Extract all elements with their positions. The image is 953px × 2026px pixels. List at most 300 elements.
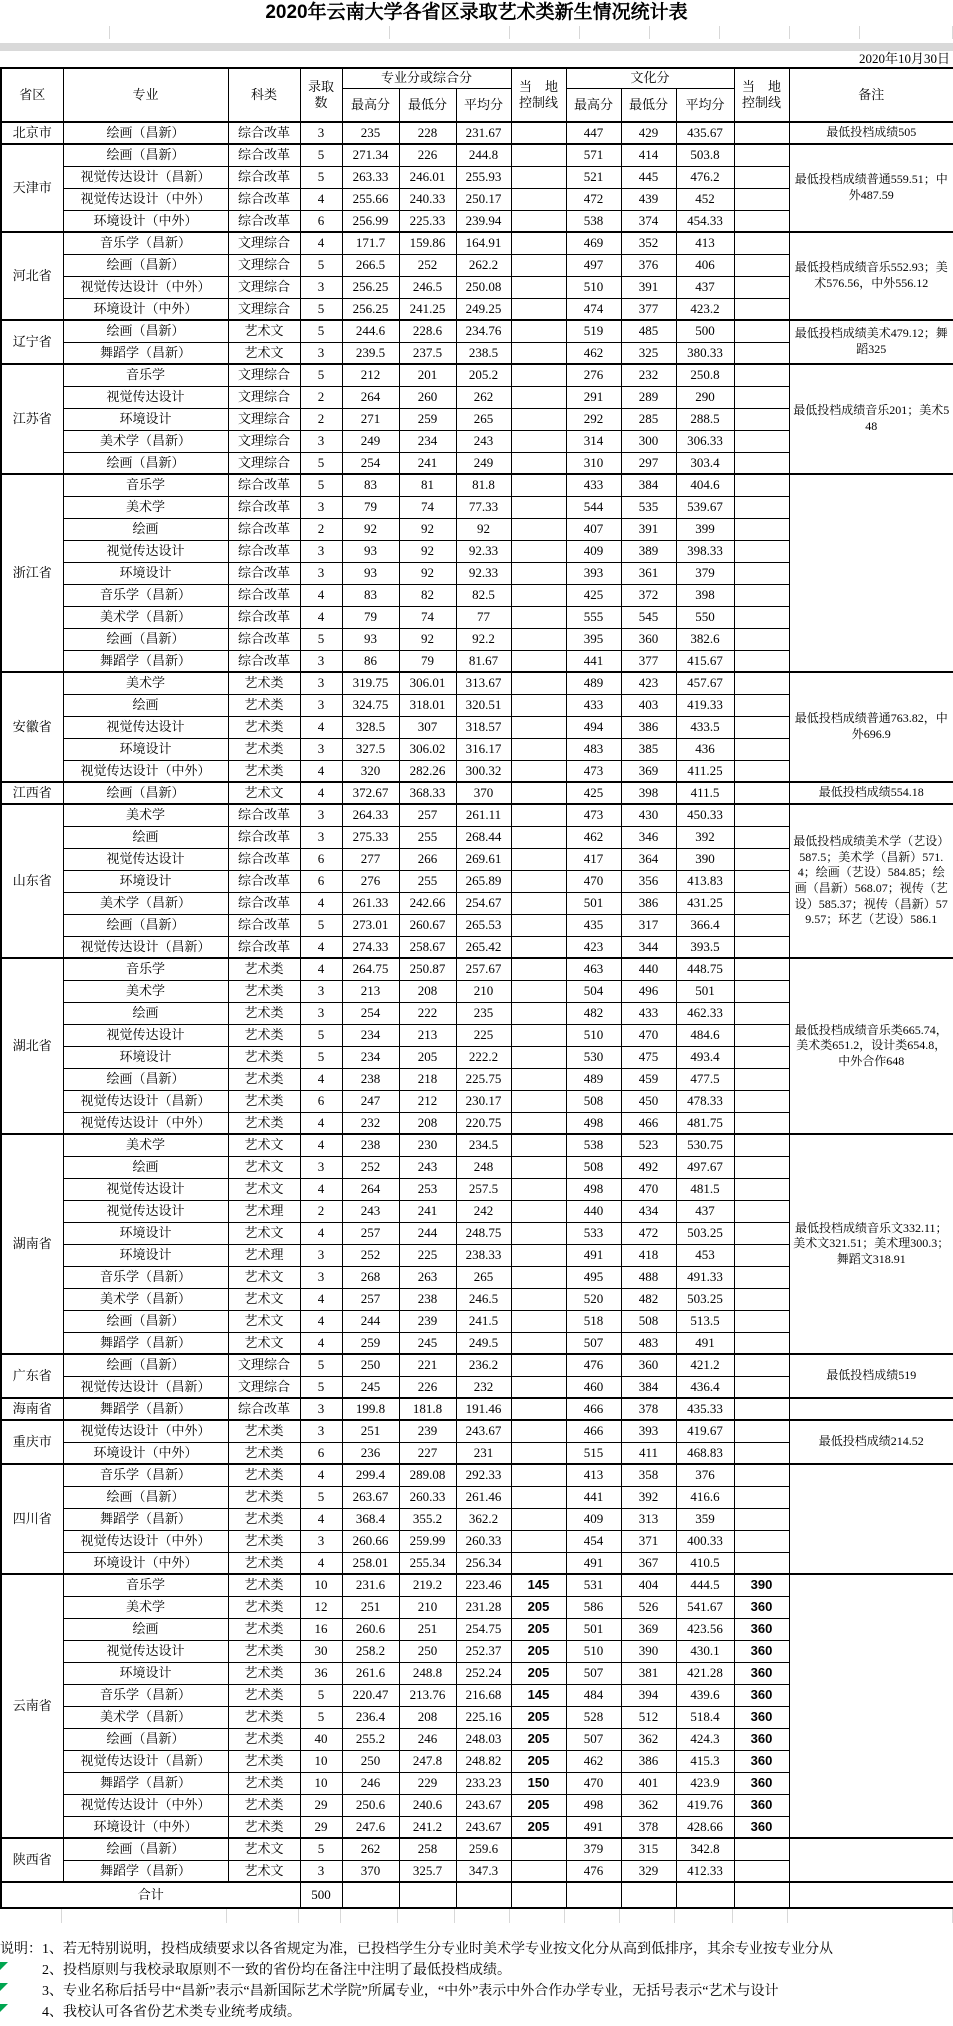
cell-prof-min: 258.67 <box>399 936 456 958</box>
cell-cult-ctl: 360 <box>734 1662 789 1684</box>
cell-prof-max: 79 <box>342 606 399 628</box>
cell-cult-avg: 382.6 <box>676 628 734 650</box>
cell-count: 4 <box>300 1178 342 1200</box>
cell-major: 视觉传达设计（昌新） <box>63 1090 228 1112</box>
cell-prof-avg: 234.5 <box>456 1134 511 1156</box>
cell-cult-avg: 411.25 <box>676 760 734 782</box>
cell-cult-ctl <box>734 232 789 254</box>
cell-count: 4 <box>300 232 342 254</box>
cell-cult-ctl <box>734 936 789 958</box>
cell-prof-ctl <box>511 760 566 782</box>
cell-cult-min: 386 <box>621 1750 676 1772</box>
cell-cult-avg: 288.5 <box>676 408 734 430</box>
cell-cult-ctl <box>734 1354 789 1376</box>
cell-remark: 最低投档成绩554.18 <box>789 782 953 804</box>
cell-cult-max: 472 <box>566 188 621 210</box>
cell-cult-ctl <box>734 694 789 716</box>
cell-prof-max: 260.66 <box>342 1530 399 1552</box>
cell-cult-ctl: 360 <box>734 1728 789 1750</box>
cell-category: 艺术类 <box>228 1002 300 1024</box>
cell-cult-avg: 491 <box>676 1332 734 1354</box>
cell-major: 美术学 <box>63 1134 228 1156</box>
cell-prof-avg: 241.5 <box>456 1310 511 1332</box>
cell-cult-max: 507 <box>566 1332 621 1354</box>
cell-cult-avg: 421.28 <box>676 1662 734 1684</box>
table-row <box>1 144 953 166</box>
cell-remark: 最低投档成绩音乐552.93；美术576.56，中外556.12 <box>789 232 953 320</box>
cell-prof-max: 252 <box>342 1244 399 1266</box>
cell-count: 5 <box>300 1684 342 1706</box>
cell-prof-min: 92 <box>399 518 456 540</box>
cell-prof-avg: 252.24 <box>456 1662 511 1684</box>
cell-count: 30 <box>300 1640 342 1662</box>
cell-count: 5 <box>300 474 342 496</box>
cell-prof-min: 246.5 <box>399 276 456 298</box>
cell-cult-min: 361 <box>621 562 676 584</box>
cell-prof-avg: 236.2 <box>456 1354 511 1376</box>
cell-prof-max: 255.66 <box>342 188 399 210</box>
cell-prof-ctl <box>511 1156 566 1178</box>
cell-cult-ctl <box>734 1530 789 1552</box>
cell-prof-min: 260.67 <box>399 914 456 936</box>
cell-cult-min: 386 <box>621 892 676 914</box>
cell-cult-max: 508 <box>566 1090 621 1112</box>
cell-cult-min: 374 <box>621 210 676 232</box>
cell-major: 视觉传达设计（中外） <box>63 1530 228 1552</box>
cell-count: 3 <box>300 122 342 144</box>
cell-cult-max: 483 <box>566 738 621 760</box>
cell-category: 综合改革 <box>228 122 300 144</box>
cell-major: 绘画（昌新） <box>63 1310 228 1332</box>
cell-count: 3 <box>300 1002 342 1024</box>
cell-category: 综合改革 <box>228 584 300 606</box>
cell-prof-ctl <box>511 1288 566 1310</box>
cell-cult-min: 384 <box>621 1376 676 1398</box>
cell-category: 综合改革 <box>228 166 300 188</box>
cell-category: 艺术类 <box>228 738 300 760</box>
cell-count: 2 <box>300 518 342 540</box>
cell-count: 3 <box>300 1530 342 1552</box>
cell-remark: 最低投档成绩音乐类665.74，美术类651.2，设计类654.8，中外合作648 <box>789 958 953 1134</box>
cell-prof-avg: 347.3 <box>456 1860 511 1882</box>
cell-prof-max: 250 <box>342 1354 399 1376</box>
cell-prof-max: 93 <box>342 628 399 650</box>
cell-major: 绘画 <box>63 518 228 540</box>
cell-category: 艺术类 <box>228 1816 300 1838</box>
cell-cult-min: 358 <box>621 1464 676 1486</box>
cell-category: 艺术类 <box>228 1508 300 1530</box>
cell-category: 艺术文 <box>228 1332 300 1354</box>
cell-major: 视觉传达设计（昌新） <box>63 1376 228 1398</box>
cell-prof-max: 273.01 <box>342 914 399 936</box>
cell-major: 视觉传达设计（昌新） <box>63 1750 228 1772</box>
cell-cult-avg: 501 <box>676 980 734 1002</box>
cell-major: 音乐学 <box>63 1574 228 1596</box>
cell-prof-max: 236.4 <box>342 1706 399 1728</box>
cell-cult-max: 497 <box>566 254 621 276</box>
cell-cult-min: 377 <box>621 298 676 320</box>
cell-prof-avg: 231 <box>456 1442 511 1464</box>
cell-cult-avg: 462.33 <box>676 1002 734 1024</box>
cell-category: 文理综合 <box>228 408 300 430</box>
cell-major: 环境设计（中外） <box>63 1442 228 1464</box>
note-line-1: 说明：1、若无特别说明，投档成绩要求以各省规定为准，已投档学生分专业时美术学专业按文化分从高到低排序，其余专业按专业分从 <box>0 1942 833 1957</box>
cell-count: 29 <box>300 1816 342 1838</box>
cell-category: 文理综合 <box>228 430 300 452</box>
cell-cult-ctl <box>734 364 789 386</box>
cell-prof-ctl <box>511 188 566 210</box>
cell-cult-ctl <box>734 958 789 980</box>
cell-prof-max: 264.75 <box>342 958 399 980</box>
cell-prof-max: 263.33 <box>342 166 399 188</box>
cell-major: 绘画（昌新） <box>63 122 228 144</box>
cell-province: 广东省 <box>1 1354 63 1398</box>
cell-cult-max: 462 <box>566 1750 621 1772</box>
cell-cult-max: 521 <box>566 166 621 188</box>
cell-major: 绘画（昌新） <box>63 914 228 936</box>
cell-prof-max: 252 <box>342 1156 399 1178</box>
cell-cult-avg: 503.25 <box>676 1222 734 1244</box>
cell-count: 3 <box>300 496 342 518</box>
cell-prof-min: 208 <box>399 1706 456 1728</box>
cell-major: 绘画 <box>63 1618 228 1640</box>
cell-cult-avg: 423.2 <box>676 298 734 320</box>
cell-prof-min: 241 <box>399 452 456 474</box>
cell-major: 绘画（昌新） <box>63 254 228 276</box>
cell-prof-avg: 234.76 <box>456 320 511 342</box>
cell-category: 艺术文 <box>228 1288 300 1310</box>
cell-prof-max: 250 <box>342 1750 399 1772</box>
cell-cult-max: 393 <box>566 562 621 584</box>
header-province: 省区 <box>1 68 63 122</box>
cell-prof-max: 247 <box>342 1090 399 1112</box>
cell-remark <box>789 1464 953 1574</box>
cell-category: 综合改革 <box>228 188 300 210</box>
cell-cult-avg: 436.4 <box>676 1376 734 1398</box>
cell-cult-min: 289 <box>621 386 676 408</box>
cell-category: 艺术文 <box>228 342 300 364</box>
cell-count: 4 <box>300 1332 342 1354</box>
cell-prof-avg: 246.5 <box>456 1288 511 1310</box>
cell-cult-min: 381 <box>621 1662 676 1684</box>
total-empty-cell <box>789 1882 953 1908</box>
table-row <box>1 1574 953 1596</box>
cell-category: 文理综合 <box>228 1376 300 1398</box>
total-empty-cell <box>566 1882 621 1908</box>
cell-cult-avg: 410.5 <box>676 1552 734 1574</box>
cell-cult-avg: 518.4 <box>676 1706 734 1728</box>
cell-prof-ctl <box>511 1838 566 1860</box>
cell-cult-avg: 400.33 <box>676 1530 734 1552</box>
cell-cult-ctl <box>734 1112 789 1134</box>
cell-prof-ctl <box>511 1024 566 1046</box>
cell-cult-avg: 468.83 <box>676 1442 734 1464</box>
cell-prof-min: 259 <box>399 408 456 430</box>
cell-cult-avg: 436 <box>676 738 734 760</box>
cell-prof-max: 324.75 <box>342 694 399 716</box>
cell-category: 综合改革 <box>228 474 300 496</box>
cell-prof-min: 242.66 <box>399 892 456 914</box>
cell-prof-avg: 92.33 <box>456 540 511 562</box>
cell-cult-ctl <box>734 408 789 430</box>
cell-prof-avg: 370 <box>456 782 511 804</box>
cell-cult-min: 450 <box>621 1090 676 1112</box>
cell-cult-max: 441 <box>566 650 621 672</box>
cell-category: 综合改革 <box>228 562 300 584</box>
cell-major: 环境设计 <box>63 870 228 892</box>
cell-category: 艺术理 <box>228 1244 300 1266</box>
cell-category: 综合改革 <box>228 870 300 892</box>
cell-count: 4 <box>300 1310 342 1332</box>
cell-count: 3 <box>300 826 342 848</box>
cell-prof-ctl <box>511 892 566 914</box>
cell-prof-ctl <box>511 782 566 804</box>
cell-prof-min: 260.33 <box>399 1486 456 1508</box>
cell-cult-min: 285 <box>621 408 676 430</box>
cell-major: 音乐学 <box>63 474 228 496</box>
cell-cult-max: 473 <box>566 760 621 782</box>
cell-prof-max: 234 <box>342 1046 399 1068</box>
cell-cult-min: 523 <box>621 1134 676 1156</box>
cell-cult-max: 476 <box>566 1354 621 1376</box>
cell-count: 36 <box>300 1662 342 1684</box>
cell-prof-max: 212 <box>342 364 399 386</box>
cell-prof-avg: 81.8 <box>456 474 511 496</box>
cell-cult-avg: 406 <box>676 254 734 276</box>
cell-prof-ctl <box>511 452 566 474</box>
cell-prof-ctl: 205 <box>511 1662 566 1684</box>
cell-category: 艺术文 <box>228 1860 300 1882</box>
cell-prof-ctl: 145 <box>511 1684 566 1706</box>
cell-prof-max: 244 <box>342 1310 399 1332</box>
cell-count: 5 <box>300 1046 342 1068</box>
cell-major: 环境设计 <box>63 562 228 584</box>
cell-major: 音乐学（昌新） <box>63 584 228 606</box>
cell-prof-avg: 254.67 <box>456 892 511 914</box>
cell-cult-ctl <box>734 606 789 628</box>
cell-cult-max: 417 <box>566 848 621 870</box>
cell-cult-ctl <box>734 1156 789 1178</box>
cell-cult-ctl <box>734 1838 789 1860</box>
cell-cult-max: 454 <box>566 1530 621 1552</box>
cell-prof-min: 252 <box>399 254 456 276</box>
cell-category: 艺术类 <box>228 716 300 738</box>
header-group-culture: 文化分 <box>566 68 734 88</box>
cell-cult-min: 384 <box>621 474 676 496</box>
cell-category: 综合改革 <box>228 144 300 166</box>
cell-category: 文理综合 <box>228 254 300 276</box>
cell-province: 北京市 <box>1 122 63 144</box>
cell-prof-max: 256.25 <box>342 298 399 320</box>
cell-prof-ctl <box>511 1090 566 1112</box>
cell-province: 辽宁省 <box>1 320 63 364</box>
cell-cult-max: 544 <box>566 496 621 518</box>
cell-prof-max: 251 <box>342 1420 399 1442</box>
cell-cult-avg: 419.67 <box>676 1420 734 1442</box>
cell-cult-ctl <box>734 672 789 694</box>
cell-prof-max: 256.99 <box>342 210 399 232</box>
cell-major: 绘画 <box>63 826 228 848</box>
cell-prof-ctl <box>511 430 566 452</box>
cell-category: 艺术类 <box>228 1486 300 1508</box>
cell-count: 5 <box>300 144 342 166</box>
cell-count: 2 <box>300 1200 342 1222</box>
table-row <box>1 1398 953 1420</box>
cell-cult-max: 469 <box>566 232 621 254</box>
cell-prof-min: 201 <box>399 364 456 386</box>
cell-count: 3 <box>300 1244 342 1266</box>
cell-prof-avg: 249.25 <box>456 298 511 320</box>
cell-category: 艺术类 <box>228 1024 300 1046</box>
cell-major: 美术学 <box>63 980 228 1002</box>
cell-prof-avg: 238.5 <box>456 342 511 364</box>
cell-cult-max: 482 <box>566 1002 621 1024</box>
cell-prof-max: 256.25 <box>342 276 399 298</box>
table-row <box>1 1838 953 1860</box>
cell-prof-max: 93 <box>342 540 399 562</box>
cell-count: 4 <box>300 1552 342 1574</box>
cell-major: 舞蹈学（昌新） <box>63 1860 228 1882</box>
cell-prof-min: 258 <box>399 1838 456 1860</box>
cell-cult-max: 474 <box>566 298 621 320</box>
cell-prof-ctl <box>511 1376 566 1398</box>
cell-prof-max: 251 <box>342 1596 399 1618</box>
cell-prof-avg: 255.93 <box>456 166 511 188</box>
cell-prof-avg: 362.2 <box>456 1508 511 1530</box>
cell-remark: 最低投档成绩普通559.51；中外487.59 <box>789 144 953 232</box>
cell-prof-ctl <box>511 232 566 254</box>
cell-count: 4 <box>300 1464 342 1486</box>
cell-prof-ctl: 205 <box>511 1816 566 1838</box>
cell-prof-ctl <box>511 1222 566 1244</box>
cell-count: 4 <box>300 958 342 980</box>
cell-category: 艺术理 <box>228 1200 300 1222</box>
table-row <box>1 1134 953 1156</box>
cell-cult-avg: 423.9 <box>676 1772 734 1794</box>
header-count: 录取数 <box>300 68 342 122</box>
cell-category: 综合改革 <box>228 540 300 562</box>
cell-prof-max: 244.6 <box>342 320 399 342</box>
cell-prof-min: 208 <box>399 980 456 1002</box>
cell-cult-max: 433 <box>566 694 621 716</box>
cell-prof-avg: 233.23 <box>456 1772 511 1794</box>
cell-count: 5 <box>300 1354 342 1376</box>
cell-category: 艺术类 <box>228 1750 300 1772</box>
cell-prof-avg: 260.33 <box>456 1530 511 1552</box>
cell-category: 艺术文 <box>228 1310 300 1332</box>
cell-category: 综合改革 <box>228 804 300 826</box>
cell-category: 文理综合 <box>228 298 300 320</box>
cell-cult-ctl <box>734 386 789 408</box>
cell-province: 云南省 <box>1 1574 63 1838</box>
cell-prof-avg: 249.5 <box>456 1332 511 1354</box>
cell-prof-ctl <box>511 672 566 694</box>
cell-prof-max: 257 <box>342 1222 399 1244</box>
cell-cult-avg: 250.8 <box>676 364 734 386</box>
total-row <box>1 1882 953 1908</box>
cell-major: 视觉传达设计（中外） <box>63 1112 228 1134</box>
cell-prof-avg: 191.46 <box>456 1398 511 1420</box>
cell-cult-ctl <box>734 540 789 562</box>
cell-cult-max: 530 <box>566 1046 621 1068</box>
cell-major: 视觉传达设计（中外） <box>63 276 228 298</box>
cell-count: 5 <box>300 1838 342 1860</box>
cell-category: 艺术类 <box>228 1574 300 1596</box>
cell-prof-min: 368.33 <box>399 782 456 804</box>
stats-table <box>0 67 953 1909</box>
cell-count: 4 <box>300 1508 342 1530</box>
cell-major: 音乐学（昌新） <box>63 1266 228 1288</box>
cell-cult-avg: 342.8 <box>676 1838 734 1860</box>
cell-category: 综合改革 <box>228 628 300 650</box>
cell-prof-max: 83 <box>342 584 399 606</box>
cell-category: 综合改革 <box>228 650 300 672</box>
cell-cult-ctl <box>734 826 789 848</box>
cell-prof-max: 231.6 <box>342 1574 399 1596</box>
cell-cult-min: 434 <box>621 1200 676 1222</box>
cell-remark: 最低投档成绩505 <box>789 122 953 144</box>
cell-category: 艺术类 <box>228 958 300 980</box>
cell-prof-max: 262 <box>342 1838 399 1860</box>
cell-province: 浙江省 <box>1 474 63 672</box>
cell-prof-max: 239.5 <box>342 342 399 364</box>
cell-category: 文理综合 <box>228 232 300 254</box>
cell-cult-ctl: 360 <box>734 1816 789 1838</box>
cell-prof-avg: 243.67 <box>456 1794 511 1816</box>
cell-count: 2 <box>300 386 342 408</box>
cell-prof-min: 241.25 <box>399 298 456 320</box>
cell-cult-max: 501 <box>566 1618 621 1640</box>
cell-prof-avg: 81.67 <box>456 650 511 672</box>
cell-cult-max: 314 <box>566 430 621 452</box>
cell-category: 综合改革 <box>228 936 300 958</box>
cell-cult-avg: 452 <box>676 188 734 210</box>
cell-prof-max: 246 <box>342 1772 399 1794</box>
cell-cult-max: 495 <box>566 1266 621 1288</box>
cell-prof-ctl: 205 <box>511 1706 566 1728</box>
cell-prof-ctl <box>511 606 566 628</box>
cell-major: 视觉传达设计（中外） <box>63 1794 228 1816</box>
cell-cult-max: 498 <box>566 1794 621 1816</box>
cell-count: 40 <box>300 1728 342 1750</box>
cell-cult-ctl <box>734 1288 789 1310</box>
cell-prof-min: 227 <box>399 1442 456 1464</box>
cell-cult-avg: 478.33 <box>676 1090 734 1112</box>
cell-cult-avg: 415.3 <box>676 1750 734 1772</box>
cell-prof-max: 271 <box>342 408 399 430</box>
cell-cult-ctl <box>734 1244 789 1266</box>
cell-cult-min: 439 <box>621 188 676 210</box>
cell-cult-max: 291 <box>566 386 621 408</box>
cell-cult-avg: 497.67 <box>676 1156 734 1178</box>
table-body <box>1 122 953 1908</box>
cell-cult-max: 510 <box>566 1640 621 1662</box>
cell-prof-max: 259 <box>342 1332 399 1354</box>
cell-count: 4 <box>300 1288 342 1310</box>
cell-cult-max: 498 <box>566 1178 621 1200</box>
cell-prof-min: 246.01 <box>399 166 456 188</box>
cell-prof-ctl <box>511 1046 566 1068</box>
cell-count: 5 <box>300 452 342 474</box>
cell-cult-min: 429 <box>621 122 676 144</box>
cell-prof-avg: 300.32 <box>456 760 511 782</box>
cell-prof-ctl: 205 <box>511 1728 566 1750</box>
cell-prof-avg: 248.82 <box>456 1750 511 1772</box>
cell-major: 环境设计 <box>63 408 228 430</box>
cell-count: 4 <box>300 1222 342 1244</box>
cell-cult-ctl <box>734 1200 789 1222</box>
cell-major: 环境设计 <box>63 1222 228 1244</box>
